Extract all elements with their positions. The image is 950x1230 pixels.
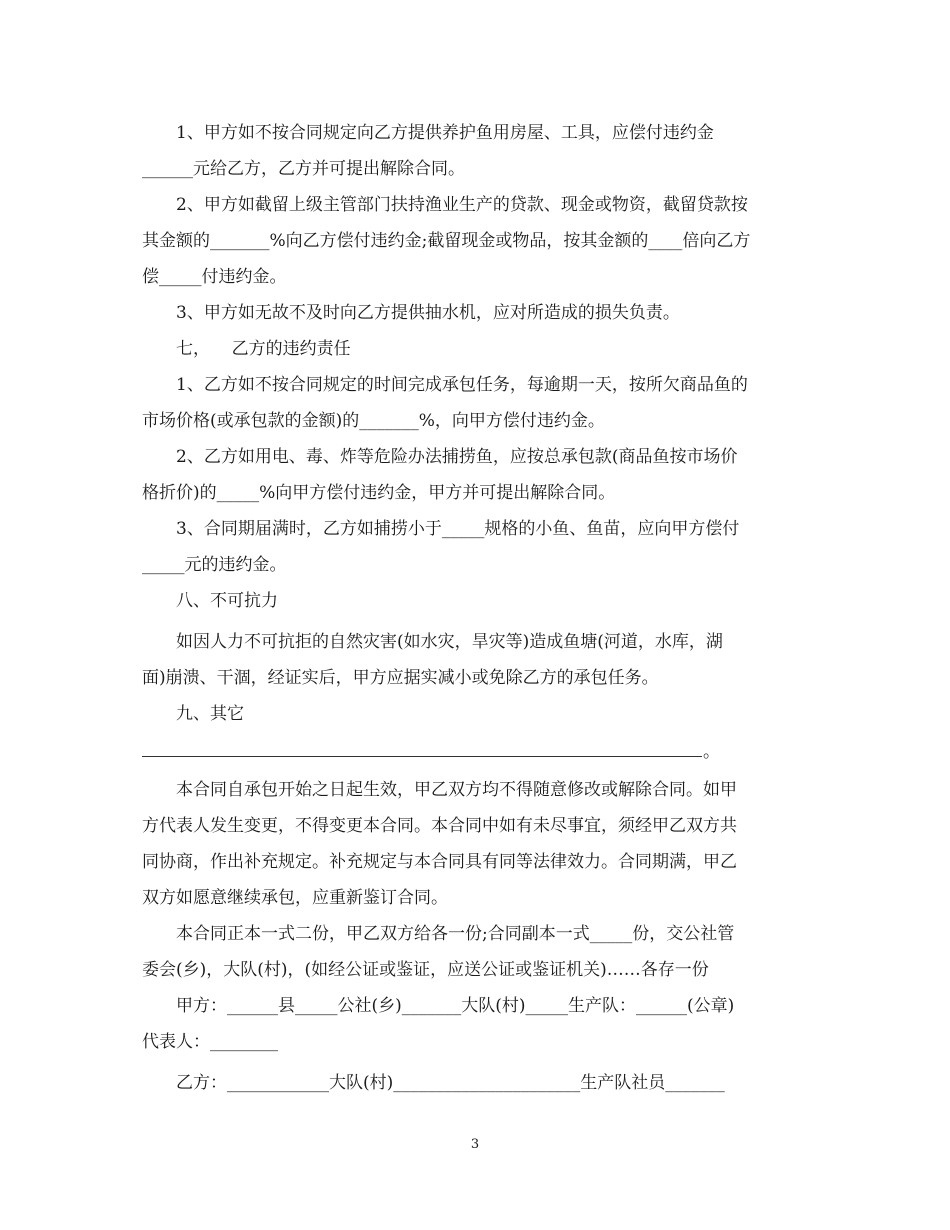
text-line: 其金额的_______%向乙方偿付违约金;截留现金或物品，按其金额的____倍向乙方: [142, 231, 751, 251]
text-line: 。: [703, 742, 720, 762]
text-line: 2、甲方如截留上级主管部门扶持渔业生产的贷款、现金或物资，截留贷款按: [176, 195, 748, 215]
text-line: 代表人：________: [142, 1032, 278, 1052]
text-line: 委会(乡)，大队(村)，(如经公证或鉴证，应送公证或鉴证机关)……各存一份: [142, 960, 709, 980]
text-line: 本合同自承包开始之日起生效，甲乙双方均不得随意修改或解除合同。如甲: [176, 780, 737, 800]
text-line: 格折价)的_____%向甲方偿付违约金，甲方并可提出解除合同。: [142, 483, 616, 503]
text-line: 双方如愿意继续承包，应重新鉴订合同。: [142, 888, 448, 908]
section-heading: 九、其它: [176, 704, 244, 724]
text-line: 如因人力不可抗拒的自然灾害(如水灾，旱灾等)造成鱼塘(河道，水库，湖: [176, 632, 723, 652]
text-line: ______元给乙方，乙方并可提出解除合同。: [142, 159, 465, 179]
text-line: 甲方：______县_____公社(乡)_______大队(村)_____生产队：______(公章): [176, 996, 735, 1016]
text-line: 乙方：____________大队(村)______________________生产队社员_______: [176, 1073, 725, 1093]
blank-fill-rule: [142, 756, 702, 757]
section-heading: 七， 乙方的违约责任: [176, 339, 351, 359]
text-line: 2、乙方如用电、毒、炸等危险办法捕捞鱼，应按总承包款(商品鱼按市场价: [176, 447, 738, 467]
text-line: 方代表人发生变更，不得变更本合同。本合同中如有未尽事宜，须经甲乙双方共: [142, 816, 737, 836]
text-line: _____元的违约金。: [142, 555, 287, 575]
text-line: 3、合同期届满时，乙方如捕捞小于_____规格的小鱼、鱼苗，应向甲方偿付: [176, 519, 740, 539]
text-line: 1、甲方如不按合同规定向乙方提供养护鱼用房屋、工具，应偿付违约金: [176, 123, 714, 143]
text-line: 本合同正本一式二份，甲乙双方给各一份;合同副本一式_____份，交公社管: [176, 924, 735, 944]
page-number: 3: [470, 1137, 480, 1152]
text-line: 市场价格(或承包款的金额)的_______%，向甲方偿付违约金。: [142, 411, 605, 431]
text-line: 3、甲方如无故不及时向乙方提供抽水机，应对所造成的损失负责。: [176, 303, 680, 323]
text-line: 1、乙方如不按合同规定的时间完成承包任务，每逾期一天，按所欠商品鱼的: [176, 375, 748, 395]
section-heading: 八、不可抗力: [176, 591, 278, 611]
text-line: 面)崩溃、干涸，经证实后，甲方应据实减小或免除乙方的承包任务。: [142, 668, 659, 688]
text-line: 同协商，作出补充规定。补充规定与本合同具有同等法律效力。合同期满，甲乙: [142, 852, 737, 872]
text-line: 偿_____付违约金。: [142, 267, 287, 287]
